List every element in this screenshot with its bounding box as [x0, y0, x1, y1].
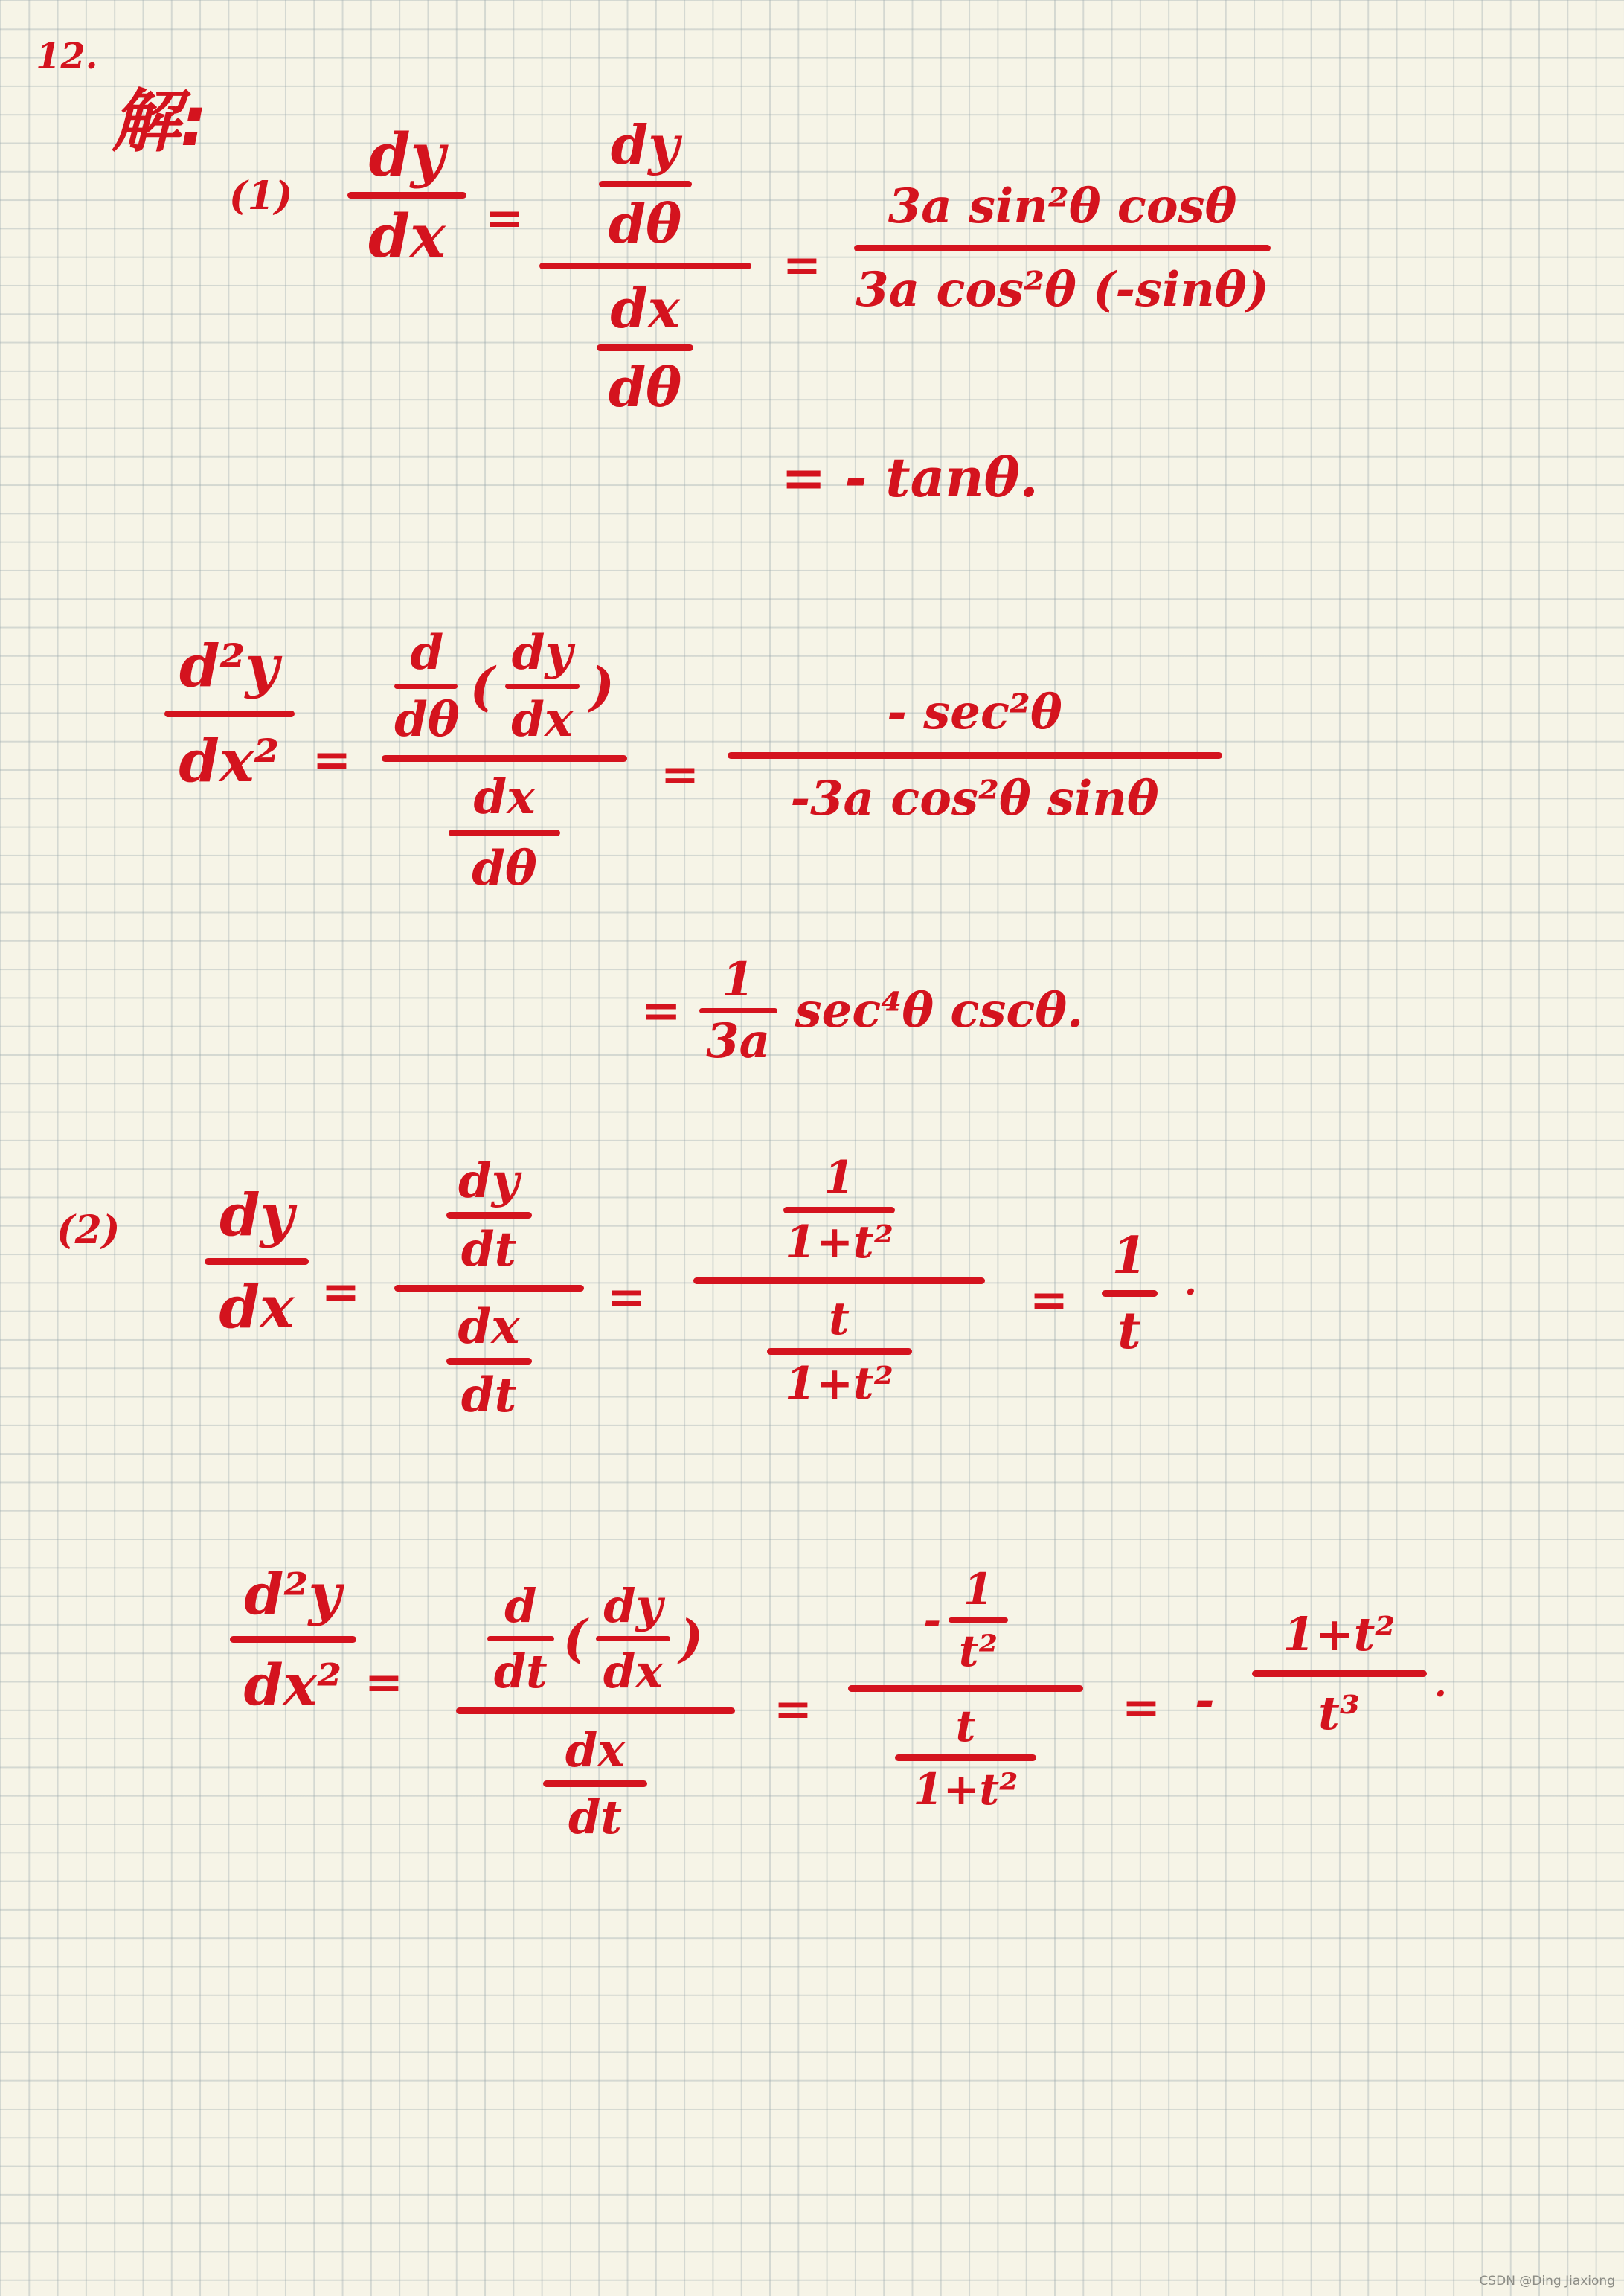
p2-dydx-mid — [393, 1153, 585, 1423]
p2-d2y-result-sign: - — [1195, 1673, 1215, 1728]
p2-rhs-num-den: 1+t² — [784, 1216, 893, 1269]
p1-d2y-lhs-num: d²y — [179, 632, 280, 700]
equals-sign: = — [321, 1264, 360, 1318]
p1-d2y-lhs — [162, 632, 296, 795]
part2-label: (2) — [57, 1208, 121, 1253]
fraction-bar — [543, 1780, 647, 1787]
fraction-bar — [230, 1636, 356, 1643]
fraction-bar — [596, 1636, 670, 1641]
p2-rhs-den-den: 1+t² — [913, 1764, 1018, 1815]
p2-d2y-mid-den-den: dt — [568, 1790, 622, 1844]
p1-d2y-mid-d: d — [410, 625, 444, 681]
p2-d2y-lhs-num: d²y — [244, 1561, 341, 1627]
p2-d2y-mid-dt: dt — [493, 1644, 548, 1699]
fraction-bar — [1102, 1290, 1158, 1297]
equals-sign: = — [607, 1269, 646, 1324]
p2-rhs-num-num: 1 — [824, 1152, 855, 1204]
p2-d2y-mid-inner-num: dy — [603, 1579, 663, 1633]
fraction-bar — [505, 684, 580, 689]
fraction-bar — [597, 344, 693, 351]
p2-dydx-lhs-num: dy — [219, 1181, 294, 1249]
fraction-bar — [539, 263, 751, 269]
fraction-bar — [347, 192, 466, 199]
p2-rhs-sign: - — [922, 1594, 942, 1646]
p1-d2y-mid-inner-den: dx — [511, 692, 574, 748]
p1-result-rest: sec⁴θ cscθ. — [795, 982, 1084, 1039]
period: . — [1184, 1262, 1197, 1303]
p2-d2y-lhs — [228, 1561, 358, 1718]
close-paren: ) — [679, 1609, 704, 1669]
fraction-bar — [446, 1212, 532, 1219]
p2-dydx-rhs — [692, 1152, 986, 1410]
p2-result-den: t — [1117, 1301, 1141, 1361]
p1-dydx-lhs-num: dy — [368, 120, 446, 190]
fraction-bar — [449, 830, 560, 836]
p2-d2y-lhs-den: dx² — [243, 1652, 342, 1718]
equals-sign: = — [312, 732, 351, 786]
fraction-bar — [949, 1617, 1008, 1623]
equals-sign: = — [365, 1655, 403, 1709]
p2-d2y-result-den: t³ — [1318, 1686, 1360, 1740]
fraction-bar — [783, 1207, 895, 1213]
p2-d2y-mid — [454, 1579, 736, 1844]
p1-d2y-rhs-den: -3a cos²θ sinθ — [790, 771, 1159, 827]
p1-result-den: 3a — [706, 1013, 771, 1069]
p2-rhs-num-num: 1 — [963, 1564, 994, 1614]
p1-mid-den-den: dθ — [608, 356, 682, 419]
p1-d2y-mid-den-den: dθ — [472, 841, 537, 897]
part1-label: (1) — [229, 173, 293, 219]
equals-sign: = — [641, 982, 681, 1039]
equals-sign: = — [1030, 1272, 1068, 1327]
open-paren: ( — [562, 1609, 587, 1669]
p1-mid-num-den: dθ — [608, 192, 682, 255]
fraction-bar — [767, 1348, 912, 1355]
fraction-bar — [456, 1707, 735, 1714]
p2-rhs-den-den: 1+t² — [784, 1358, 893, 1410]
p2-d2y-result — [1250, 1607, 1428, 1740]
fraction-bar — [205, 1258, 309, 1265]
p1-dydx-rhs — [854, 179, 1271, 318]
problem-number: 12. — [36, 36, 98, 77]
fraction-bar — [895, 1754, 1036, 1761]
p1-d2y-mid-dtheta: dθ — [394, 692, 460, 748]
period: . — [1434, 1664, 1447, 1705]
p2-rhs-num-den: t² — [958, 1626, 998, 1676]
equals-sign: = — [783, 237, 821, 292]
p1-d2y-result — [641, 952, 1084, 1069]
fraction-bar — [599, 181, 692, 187]
p2-result-num: 1 — [1111, 1226, 1147, 1286]
open-paren: ( — [469, 655, 495, 717]
p1-d2y-rhs — [725, 684, 1224, 827]
p1-dydx-mid — [537, 113, 753, 419]
p2-dydx-result — [1100, 1226, 1159, 1361]
fraction-bar — [446, 1358, 532, 1365]
p2-d2y-mid-d: d — [504, 1579, 537, 1633]
p1-mid-num-num: dy — [610, 113, 680, 176]
p1-dydx-lhs-den: dx — [368, 201, 446, 271]
p2-rhs-den-num: t — [955, 1701, 976, 1751]
p2-mid-den-den: dt — [460, 1367, 517, 1423]
fraction-bar — [848, 1685, 1083, 1692]
p2-dydx-lhs — [201, 1181, 312, 1341]
equals-sign: = — [661, 747, 699, 801]
p1-d2y-mid — [378, 625, 631, 897]
p1-result-num: 1 — [721, 952, 755, 1007]
fraction-bar — [164, 711, 295, 717]
p1-d2y-mid-inner-num: dy — [511, 625, 573, 681]
p1-dydx-lhs — [344, 120, 470, 271]
p1-rhs-num: 3a sin²θ cosθ — [888, 179, 1237, 234]
p2-mid-num-num: dy — [458, 1153, 519, 1209]
fraction-bar — [394, 684, 458, 689]
p2-mid-num-den: dt — [460, 1222, 517, 1277]
fraction-bar — [382, 755, 627, 762]
p2-d2y-mid-inner-den: dx — [603, 1644, 664, 1699]
fraction-bar — [1252, 1670, 1427, 1677]
p1-d2y-mid-den-num: dx — [473, 769, 536, 825]
equals-sign: = — [1122, 1680, 1161, 1734]
fraction-bar — [394, 1285, 584, 1292]
p1-d2y-lhs-den: dx² — [179, 728, 280, 795]
fraction-bar — [699, 1008, 777, 1013]
fraction-bar — [487, 1636, 554, 1641]
p1-rhs-den: 3a cos²θ (-sinθ) — [856, 262, 1269, 318]
p2-d2y-rhs — [847, 1564, 1085, 1815]
fraction-bar — [854, 245, 1271, 251]
fraction-bar — [728, 752, 1222, 759]
p1-dydx-result: = - tanθ. — [781, 446, 1039, 509]
equals-sign: = — [774, 1681, 812, 1736]
p2-d2y-result-num: 1+t² — [1283, 1607, 1396, 1661]
p2-rhs-den-num: t — [829, 1293, 850, 1345]
p2-d2y-mid-den-num: dx — [565, 1723, 626, 1777]
fraction-bar — [693, 1277, 985, 1284]
p1-mid-den-num: dx — [610, 277, 680, 340]
p1-d2y-rhs-num: - sec²θ — [887, 684, 1062, 740]
watermark: CSDN @Ding Jiaxiong — [1479, 2274, 1615, 2289]
equals-sign: = — [485, 190, 524, 245]
close-paren: ) — [589, 655, 614, 717]
p2-mid-den-num: dx — [458, 1299, 520, 1355]
solution-label: 解: — [112, 82, 208, 161]
p2-dydx-lhs-den: dx — [219, 1274, 295, 1341]
